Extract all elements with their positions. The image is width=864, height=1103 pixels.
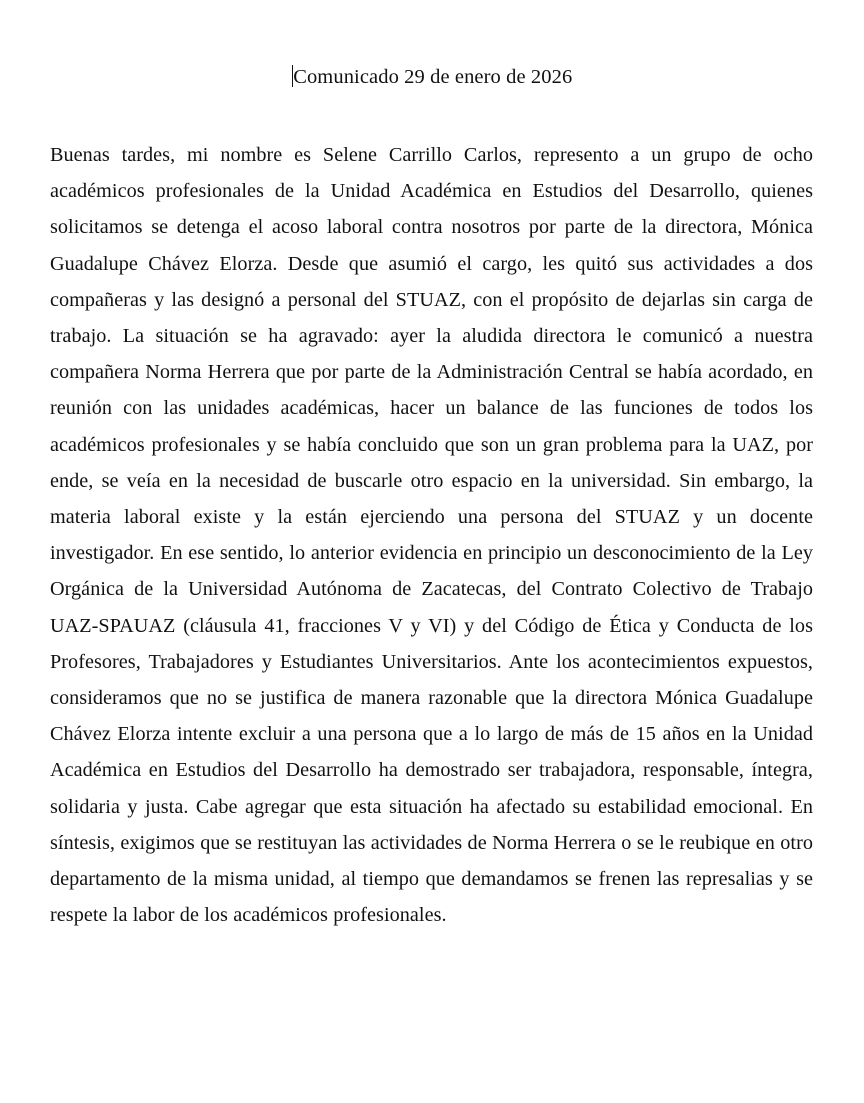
page-title: Comunicado 29 de enero de 2026 (293, 66, 573, 88)
document-body (50, 137, 813, 933)
body-paragraph: Buenas tardes, mi nombre es Selene Carrillo Carlos, represento a un grupo de ocho académicos profesionales de la Unidad Académica en Estudios del Desarrollo, quienes solicitamos se detenga el acoso laboral contra nosotros por parte de la directora, Mónica Guadalupe Chávez Elorza. Desde que asumió el cargo, les quitó sus actividades a dos compañeras y las designó a personal del STUAZ, con el propósito de dejarlas sin carga de trabajo. La situación se ha agravado: ayer la aludida directora le comunicó a nuestra compañera Norma Herrera que por parte de la Administración Central se había acordado, en reunión con las unidades académicas, hacer un balance de las funciones de todos los académicos profesionales y se había concluido que son un gran problema para la UAZ, por ende, se veía en la necesidad de buscarle otro espacio en la universidad. Sin embargo, la materia laboral existe y la están ejerciendo una persona del STUAZ y un docente investigador. En ese sentido, lo anterior evidencia en principio un desconocimiento de la Ley Orgánica de la Universidad Autónoma de Zacatecas, del Contrato Colectivo de Trabajo UAZ-SPAUAZ (cláusula 41, fracciones V y VI) y del Código de Ética y Conducta de los Profesores, Trabajadores y Estudiantes Universitarios. Ante los acontecimientos expuestos, consideramos que no se justifica de manera razonable que la directora Mónica Guadalupe Chávez Elorza intente excluir a una persona que a lo largo de más de 15 años en la Unidad Académica en Estudios del Desarrollo ha demostrado ser trabajadora, responsable, íntegra, solidaria y justa. Cabe agregar que esta situación ha afectado su estabilidad emocional. En síntesis, exigimos que se restituyan las actividades de Norma Herrera o se le reubique en otro departamento de la misma unidad, al tiempo que demandamos se frenen las represalias y se respete la labor de los académicos profesionales. (50, 144, 813, 927)
document-title (50, 62, 814, 92)
title-line (292, 62, 573, 92)
